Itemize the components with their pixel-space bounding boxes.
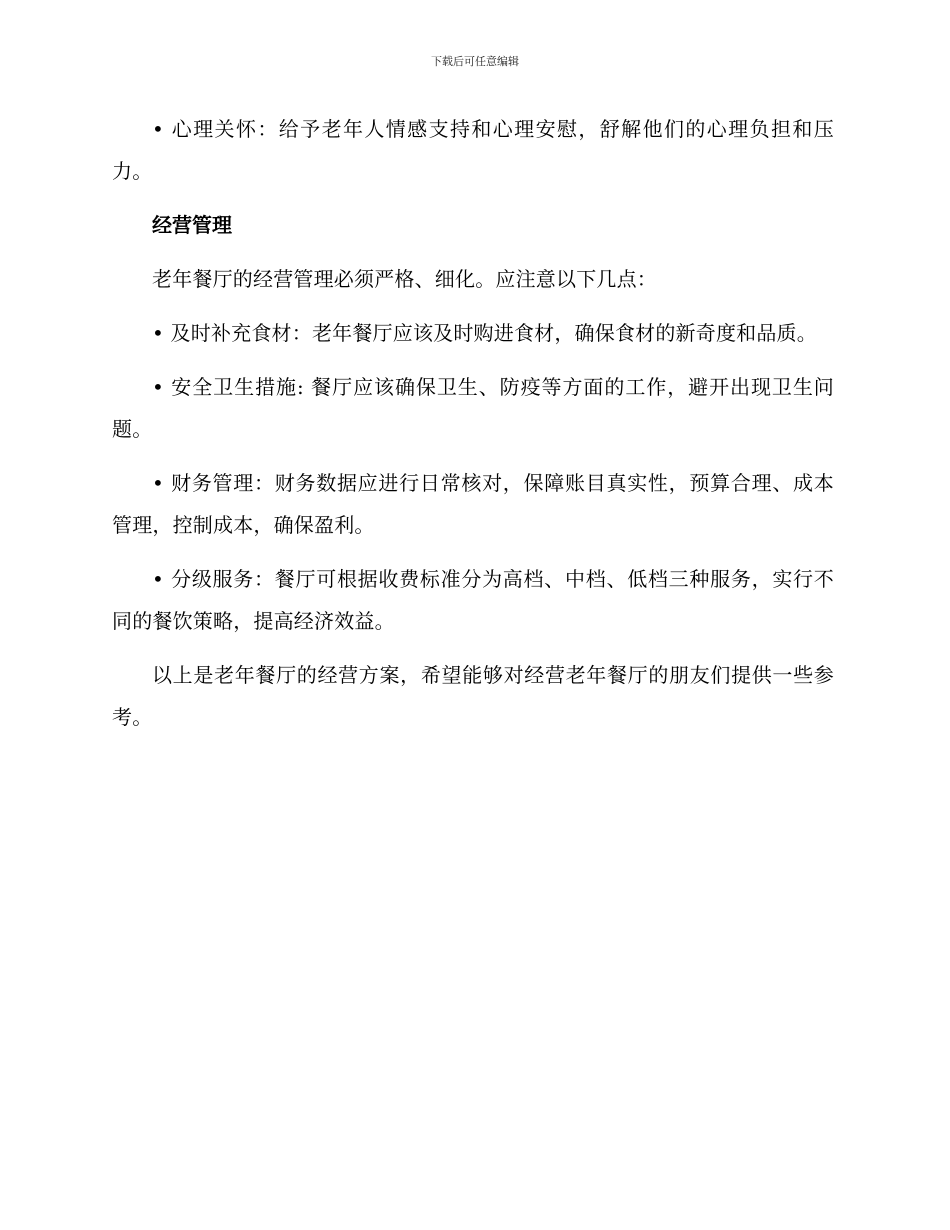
paragraph-finance: • 财务管理：财务数据应进行日常核对，保障账目真实性，预算合理、成本管理，控制成本，确保盈利。 bbox=[112, 471, 834, 537]
paragraph-tiered-service: • 分级服务：餐厅可根据收费标准分为高档、中档、低档三种服务，实行不同的餐饮策略，提高经济效益。 bbox=[112, 567, 834, 633]
paragraph-ingredients: • 及时补充食材：老年餐厅应该及时购进食材，确保食材的新奇度和品质。 bbox=[152, 321, 817, 345]
page-header: 下载后可任意编辑 bbox=[431, 55, 519, 68]
paragraph-psychological-care: • 心理关怀：给予老年人情感支持和心理安慰，舒解他们的心理负担和压力。 bbox=[112, 117, 834, 183]
section-heading-management: 经营管理 bbox=[152, 213, 232, 237]
paragraph-conclusion: 以上是老年餐厅的经营方案，希望能够对经营老年餐厅的朋友们提供一些参考。 bbox=[112, 663, 834, 729]
document-body bbox=[112, 108, 834, 750]
paragraph-hygiene: • 安全卫生措施: 餐厅应该确保卫生、防疫等方面的工作，避开出现卫生问题。 bbox=[112, 375, 834, 441]
paragraph-management-intro: 老年餐厅的经营管理必须严格、细化。应注意以下几点： bbox=[152, 267, 657, 291]
